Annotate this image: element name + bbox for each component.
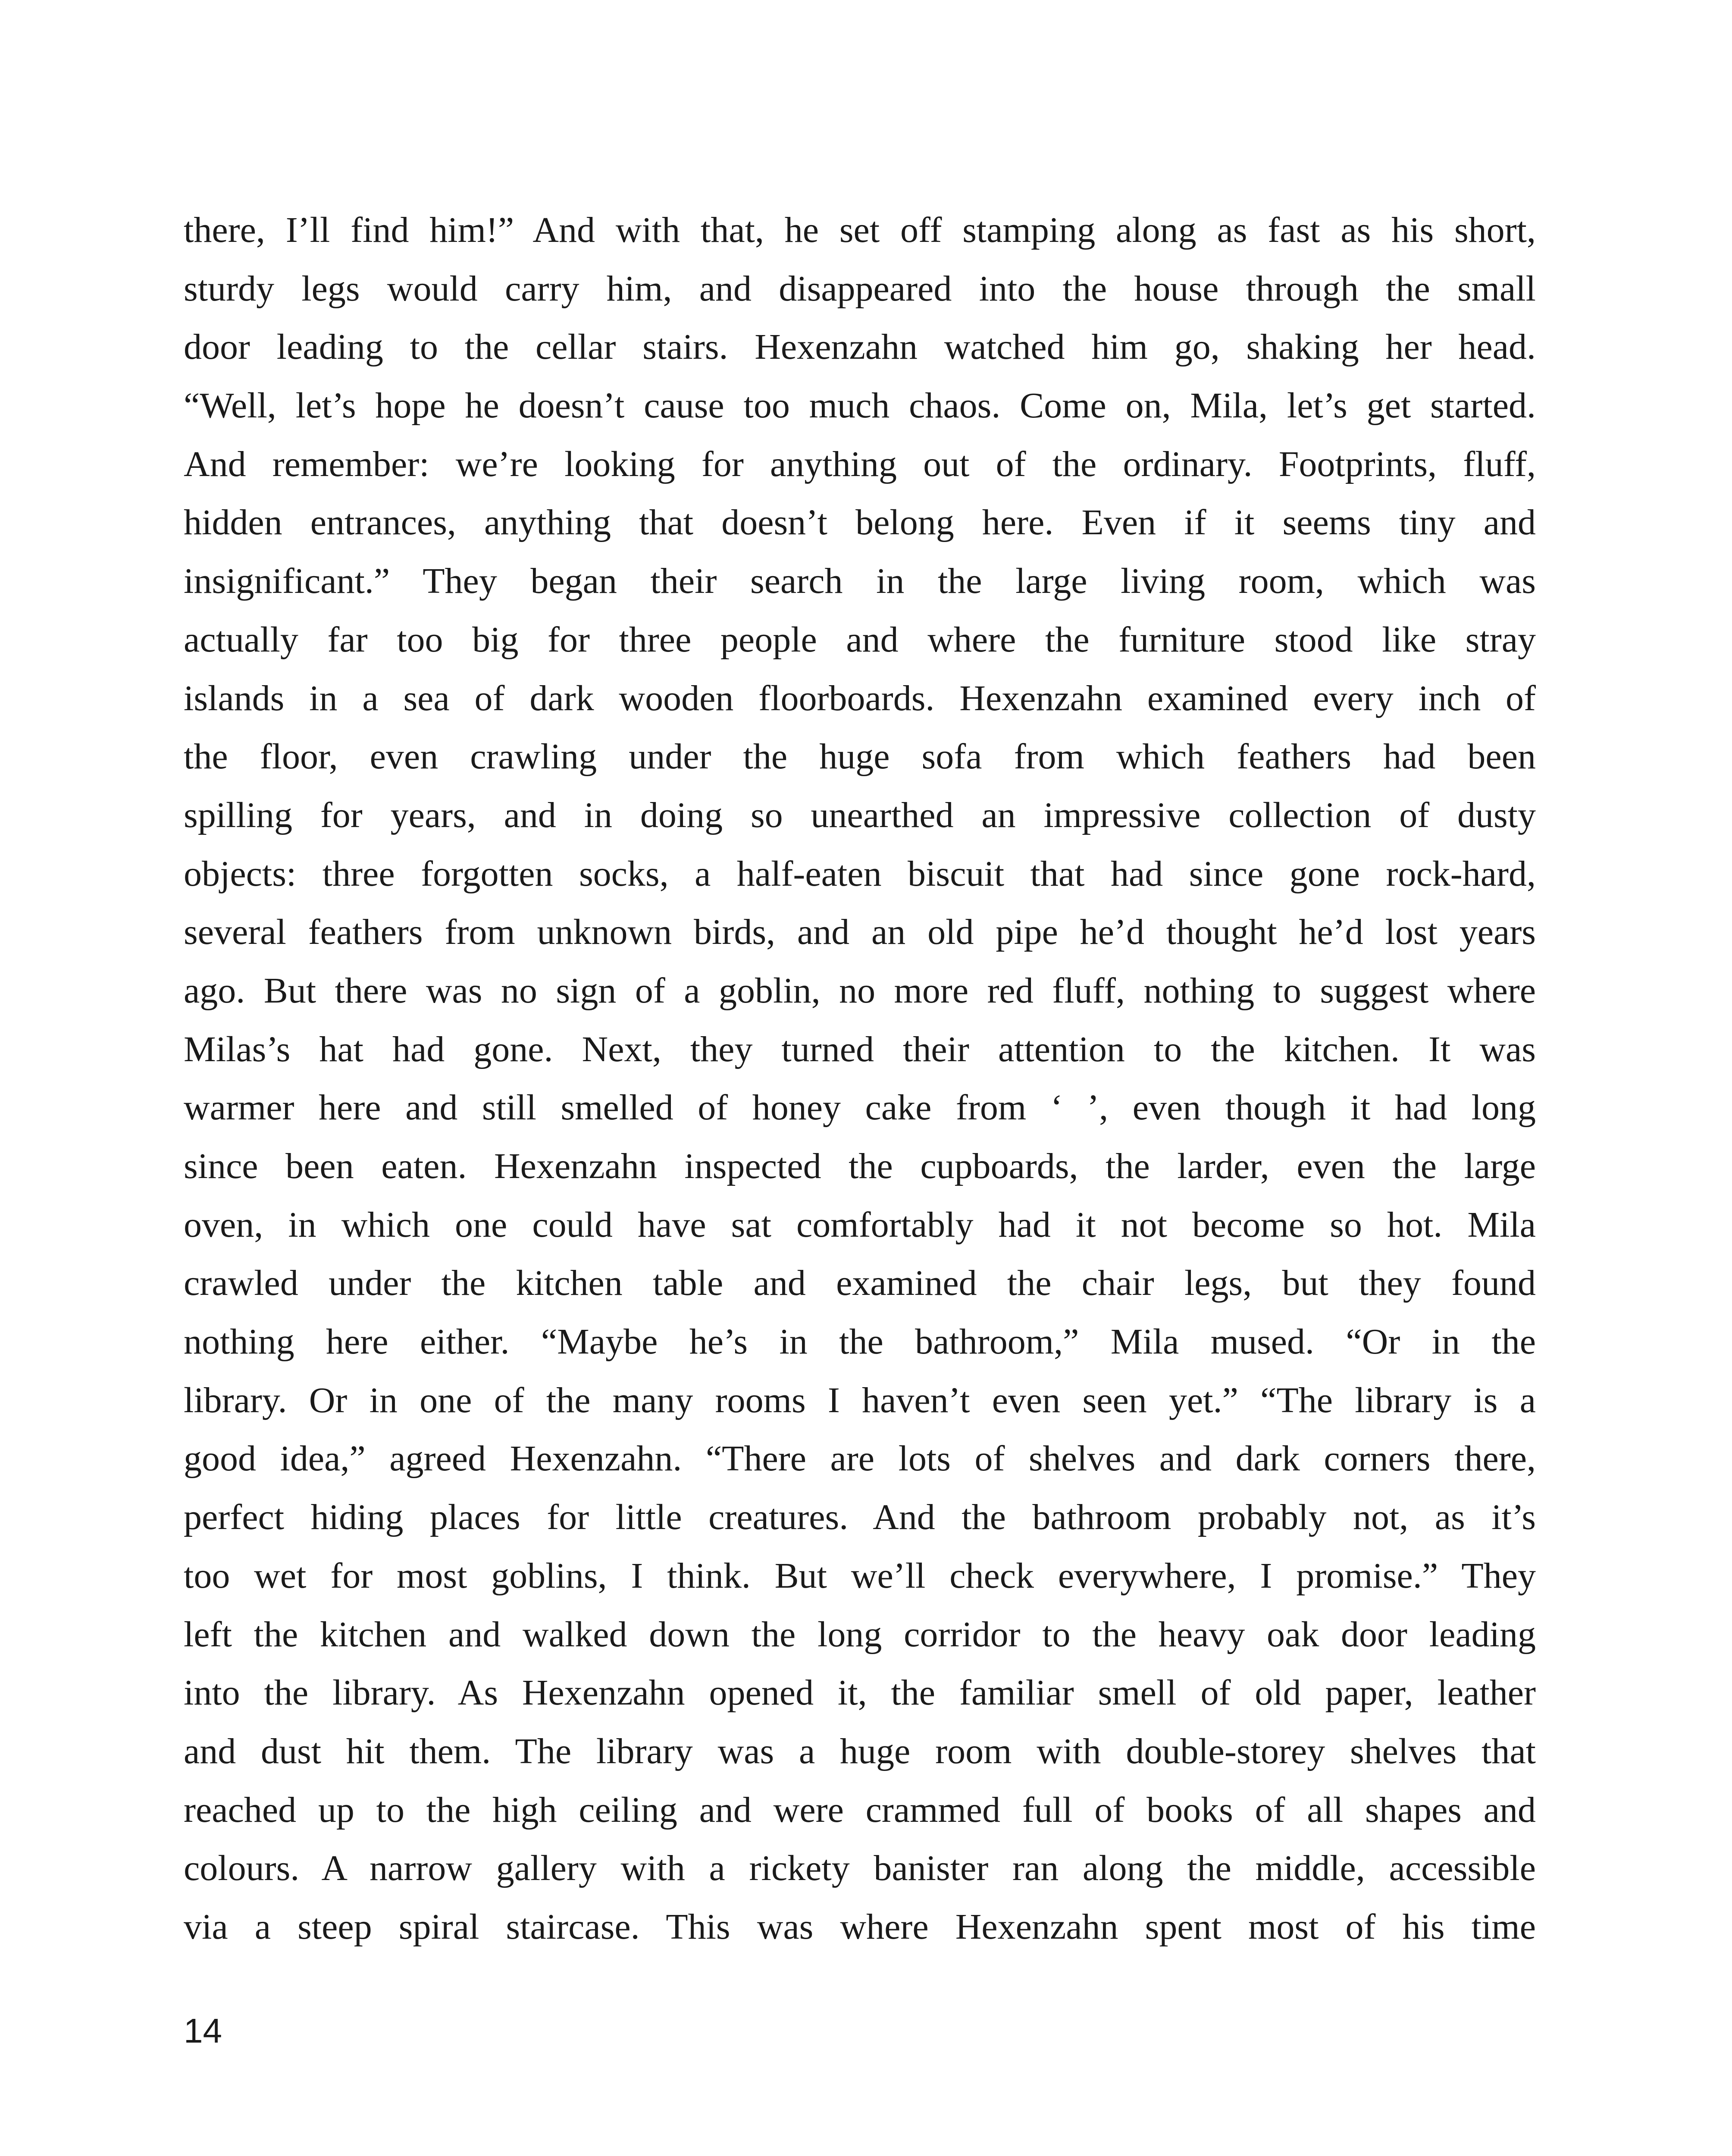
text-line: colours. A narrow gallery with a rickety banister ran along the middle, accessible	[184, 1848, 1536, 1889]
text-line: reached up to the high ceiling and were crammed full of books of all shapes and	[184, 1789, 1536, 1830]
text-line: and dust hit them. The library was a huge room with double-storey shelves that	[184, 1731, 1536, 1771]
text-line: And remember: we’re looking for anything out of the ordinary. Footprints, fluff,	[184, 444, 1536, 484]
text-line: library. Or in one of the many rooms I haven’t even seen yet.” “The library is a	[184, 1380, 1536, 1420]
text-line: spilling for years, and in doing so unearthed an impressive collection of dusty	[184, 795, 1536, 835]
text-line: since been eaten. Hexenzahn inspected the cupboards, the larder, even the large	[184, 1146, 1536, 1186]
text-line: there, I’ll find him!” And with that, he set off stamping along as fast as his short,	[184, 210, 1536, 250]
text-line: several feathers from unknown birds, and an old pipe he’d thought he’d lost years	[184, 912, 1536, 953]
text-line: crawled under the kitchen table and examined the chair legs, but they found	[184, 1263, 1536, 1304]
text-line: sturdy legs would carry him, and disappeared into the house through the small	[184, 268, 1536, 309]
text-line: “Well, let’s hope he doesn’t cause too much chaos. Come on, Mila, let’s get started.	[184, 385, 1536, 426]
page-number: 14	[184, 2012, 222, 2050]
text-line: ago. But there was no sign of a goblin, no more red fluff, nothing to suggest where	[184, 970, 1536, 1011]
text-line: the floor, even crawling under the huge sofa from which feathers had been	[184, 736, 1536, 777]
text-line: perfect hiding places for little creatures. And the bathroom probably not, as it’s	[184, 1497, 1536, 1538]
text-line: too wet for most goblins, I think. But we’ll check everywhere, I promise.” They	[184, 1555, 1536, 1596]
text-line: nothing here either. “Maybe he’s in the bathroom,” Mila mused. “Or in the	[184, 1322, 1536, 1362]
text-line: door leading to the cellar stairs. Hexenzahn watched him go, shaking her head.	[184, 327, 1536, 367]
text-line: into the library. As Hexenzahn opened it, the familiar smell of old paper, leather	[184, 1673, 1536, 1713]
text-line: via a steep spiral staircase. This was where Hexenzahn spent most of his time	[184, 1906, 1536, 1947]
body-text	[184, 201, 1536, 1956]
text-line: islands in a sea of dark wooden floorboards. Hexenzahn examined every inch of	[184, 678, 1536, 718]
text-line: left the kitchen and walked down the long corridor to the heavy oak door leading	[184, 1614, 1536, 1655]
text-line: oven, in which one could have sat comfortably had it not become so hot. Mila	[184, 1204, 1536, 1245]
text-line: hidden entrances, anything that doesn’t belong here. Even if it seems tiny and	[184, 502, 1536, 543]
text-line: good idea,” agreed Hexenzahn. “There are lots of shelves and dark corners there,	[184, 1438, 1536, 1479]
text-line: insignificant.” They began their search in the large living room, which was	[184, 561, 1536, 602]
text-line: warmer here and still smelled of honey cake from ‘ ’, even though it had long	[184, 1087, 1536, 1128]
text-line: Milas’s hat had gone. Next, they turned their attention to the kitchen. It was	[184, 1029, 1536, 1069]
text-line: actually far too big for three people and where the furniture stood like stray	[184, 619, 1536, 660]
text-line: objects: three forgotten socks, a half-eaten biscuit that had since gone rock-hard,	[184, 853, 1536, 894]
